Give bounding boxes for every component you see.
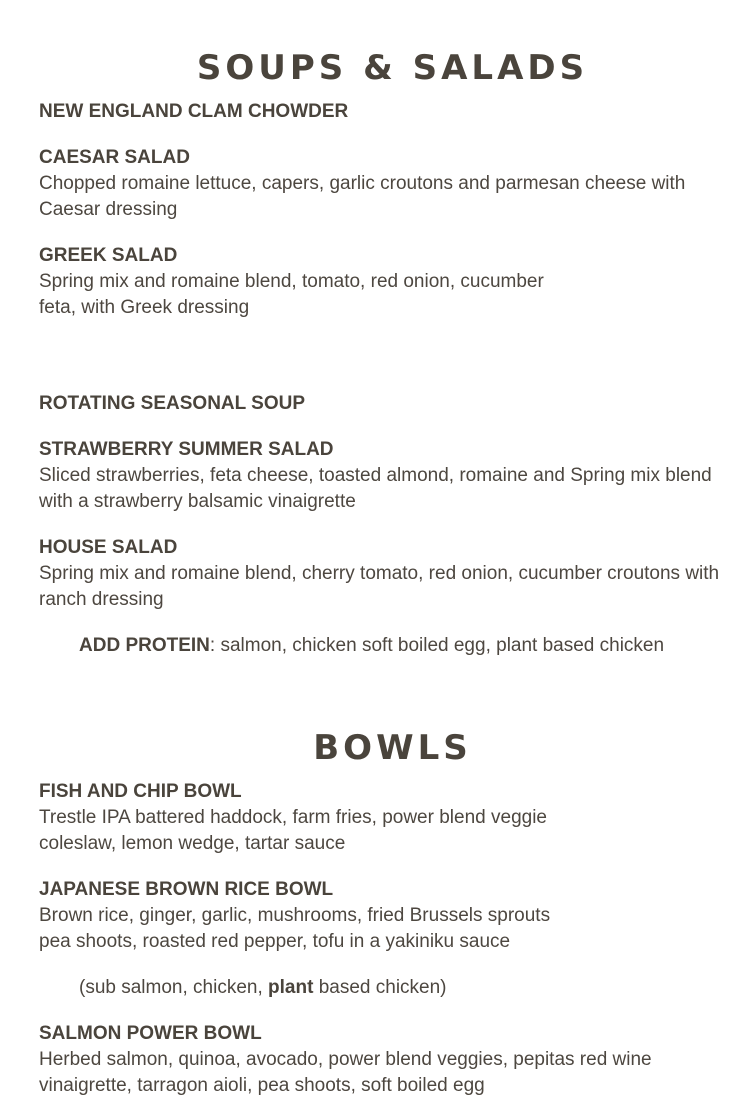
- menu-item-name: HOUSE SALAD: [39, 537, 178, 558]
- menu-item-fish-chip-bowl: [39, 779, 729, 857]
- add-protein-options: : salmon, chicken soft boiled egg, plant based chicken: [209, 635, 665, 656]
- sub-note-suffix: based chicken): [313, 977, 447, 998]
- menu-item-caesar-salad: [39, 145, 729, 223]
- section-title-bowls: BOWLS: [313, 728, 472, 768]
- menu-item-description: Spring mix and romaine blend, tomato, red onion, cucumber feta, with Greek dressing: [39, 271, 544, 318]
- menu-item-house-salad: [39, 535, 729, 613]
- add-protein-label: ADD PROTEIN: [79, 635, 210, 656]
- menu-item-description: Trestle IPA battered haddock, farm fries, power blend veggie coleslaw, lemon wedge, tartar sauce: [39, 807, 547, 854]
- menu-item-description: Sliced strawberries, feta cheese, toasted almond, romaine and Spring mix blend with a strawberry balsamic vinaigrette: [39, 465, 712, 512]
- menu-item-japanese-rice-bowl: [39, 877, 729, 955]
- sub-note-prefix: (sub salmon, chicken,: [79, 977, 269, 998]
- menu-item-salmon-power-bowl: [39, 1021, 729, 1099]
- menu-item-name: SALMON POWER BOWL: [39, 1023, 262, 1044]
- menu-item-name: ROTATING SEASONAL SOUP: [39, 393, 306, 414]
- menu-item-name: NEW ENGLAND CLAM CHOWDER: [39, 101, 349, 122]
- menu-item-description: Chopped romaine lettuce, capers, garlic croutons and parmesan cheese with Caesar dressing: [39, 173, 686, 220]
- sub-protein-note: [79, 975, 739, 1001]
- menu-item-name: FISH AND CHIP BOWL: [39, 781, 242, 802]
- menu-item-description: Herbed salmon, quinoa, avocado, power blend veggies, pepitas red wine vinaigrette, tarragon aioli, pea shoots, soft boiled egg: [39, 1049, 652, 1096]
- menu-item-name: STRAWBERRY SUMMER SALAD: [39, 439, 334, 460]
- menu-item-name: JAPANESE BROWN RICE BOWL: [39, 879, 334, 900]
- menu-item-name: GREEK SALAD: [39, 245, 178, 266]
- menu-item-name: CAESAR SALAD: [39, 147, 190, 168]
- menu-item-clam-chowder: [39, 99, 729, 125]
- menu-item-seasonal-soup: [39, 391, 729, 417]
- section-title-soups-salads: SOUPS & SALADS: [196, 48, 589, 88]
- menu-item-description: Spring mix and romaine blend, cherry tomato, red onion, cucumber croutons with ranch dressing: [39, 563, 720, 610]
- sub-note-bold: plant: [268, 977, 314, 998]
- menu-item-description: Brown rice, ginger, garlic, mushrooms, fried Brussels sprouts pea shoots, roasted red pepper, tofu in a yakiniku sauce: [39, 905, 551, 952]
- menu-item-greek-salad: [39, 243, 729, 321]
- menu-item-strawberry-salad: [39, 437, 729, 515]
- add-protein-note: [79, 633, 739, 659]
